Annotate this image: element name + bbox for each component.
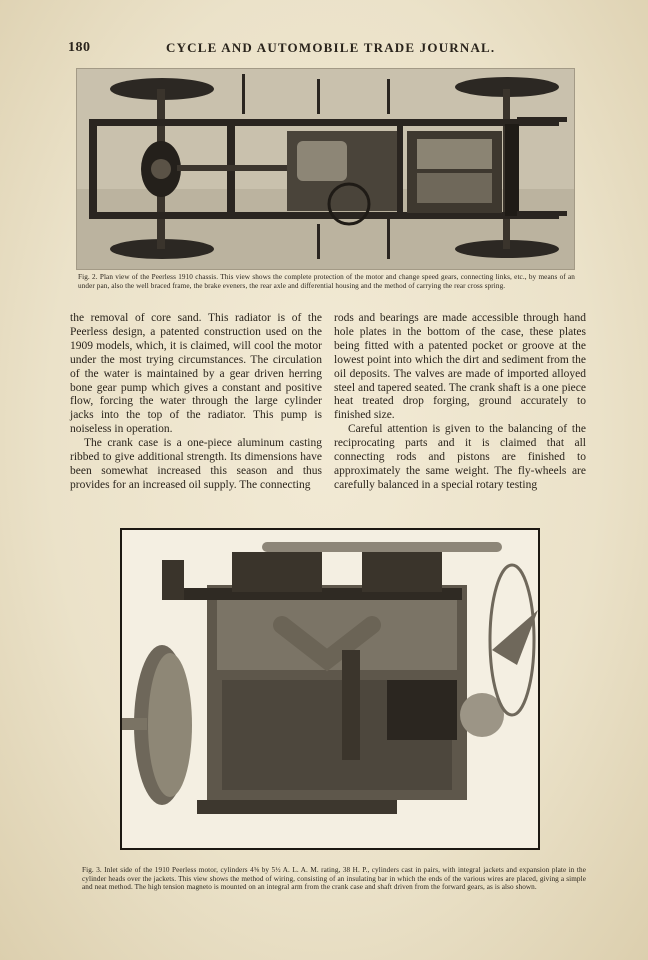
right-paragraph-1: rods and bearings are made accessible through hand hole plates in the bottom of the case, these plates being fitted with a patented pocket or groove at the lowest point into which the dirt and sediment from the oil deposits. The valves are made of imported alloyed steel and tapered seated. The crank shaft is a one piece heat treated drop forging, ground accurately to finished size.	[334, 312, 586, 422]
article-column-right	[334, 312, 586, 493]
running-head-title: CYCLE AND AUTOMOBILE TRADE JOURNAL.	[166, 40, 496, 55]
right-paragraph-2: Careful attention is given to the balancing of the reciprocating parts and it is claimed that all connecting rods and pistons are finished to approximately the same weight. The fly-wheels are carefully balanced in a special rotary testing	[334, 423, 586, 491]
figure-2-caption: Fig. 2. Plan view of the Peerless 1910 chassis. This view shows the complete protection of the motor and change speed gears, connecting links, etc., by means of an under pan, also the well braced frame, the brake eveners, the rear axle and differential housing and the method of carrying the rear cross spring.	[78, 273, 575, 290]
figure-3-caption: Fig. 3. Inlet side of the 1910 Peerless motor, cylinders 4⅝ by 5½ A. L. A. M. rating, 38 H. P., cylinders cast in pairs, with integral jackets and expansion plate in the cylinder heads over the jackets. This view shows the method of wiring, consisting of an insulating bar in which the ends of the various wires are placed, giving a simple and neat method. The high tension magneto is mounted on an integral arm from the crank case and shaft driven from the forward gears, as is also shown.	[82, 866, 586, 892]
left-paragraph-2: The crank case is a one-piece aluminum casting ribbed to give additional strength. Its dimensions have been somewhat increased this season and thus provides for an increased oil supply. The connecting	[70, 437, 322, 491]
figure-3-motor-photo	[120, 528, 540, 850]
page-number: 180	[68, 40, 91, 55]
figure-2-chassis-photo	[76, 68, 575, 270]
article-column-left	[70, 312, 322, 493]
left-paragraph-1: the removal of core sand. This radiator is of the Peerless design, a patented construction used on the 1909 models, which, it is claimed, will cool the motor under the most trying circumstances. The circulation of the water is maintained by a gear driven herring bone gear pump which gives a constant and positive flow, forcing the water through the large cylinder jacks into the top of the radiator. This pump is noiseless in operation.	[70, 312, 322, 436]
